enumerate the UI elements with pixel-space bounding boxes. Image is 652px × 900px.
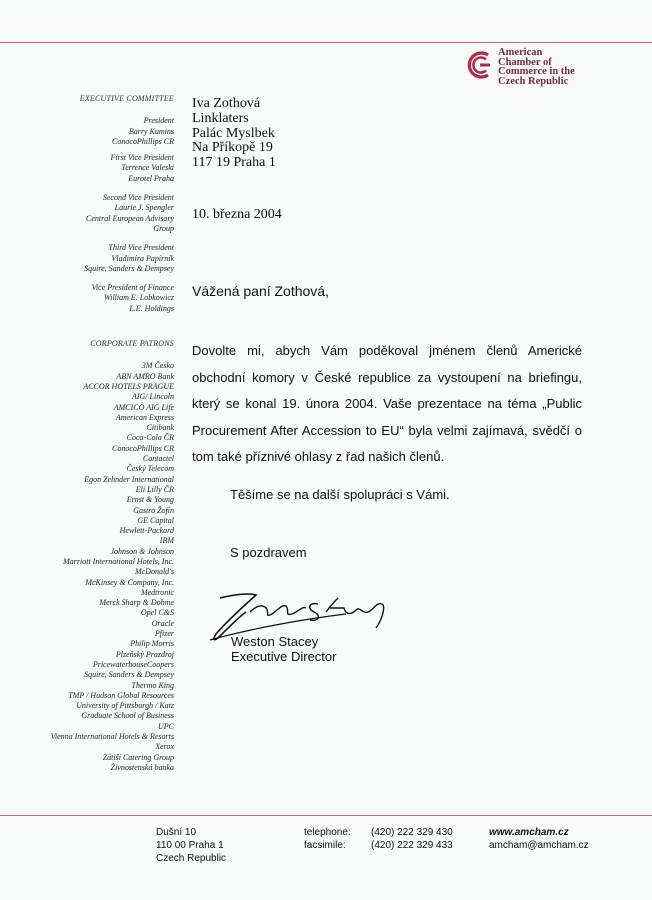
patron-item: Squire, Sanders & Dempsey <box>84 670 174 680</box>
committee-role: First Vice President <box>110 153 174 163</box>
committee-group-vp-finance <box>14 283 174 314</box>
patron-item: McKinsey & Company, Inc. <box>85 577 174 587</box>
footer-contact-labels <box>304 826 351 852</box>
patron-item: Opel C&S <box>140 608 174 618</box>
committee-member: Terrence Valeski <box>121 163 174 173</box>
patron-item: TMP / Hudson Global Resources <box>68 690 174 700</box>
telephone-number: (420) 222 329 430 <box>371 827 453 838</box>
footer-country: Czech Republic <box>156 853 227 864</box>
committee-group-third-vp <box>14 243 174 274</box>
logo-line: Czech Republic <box>498 75 569 87</box>
footer-street: Dušní 10 <box>156 827 197 838</box>
committee-member: Vladimíra Papírník <box>111 253 174 263</box>
patron-item: Coca-Cola ČR <box>126 433 174 443</box>
recipient-city: 117 19 Praha 1 <box>192 155 276 171</box>
patron-item: Oracle <box>151 618 174 628</box>
committee-group-second-vp <box>14 193 174 234</box>
closing-line: Těšíme se na další spolupráci s Vámi. <box>230 487 450 502</box>
logo-line: Commerce in the <box>498 66 575 77</box>
patron-item: University of Pittsburgh / Katz <box>76 701 174 711</box>
footer-city: 110 00 Praha 1 <box>156 840 224 851</box>
amcham-logo-icon <box>466 50 496 80</box>
patron-item: Medtronic <box>140 587 174 597</box>
body-paragraph: Dovolte mi, abych Vám poděkoval jménem členů Americké obchodní komory v České republice za vystoupení na briefingu, který se konal 19. února 2004. Vaše prezentace na téma „Public Procurement After Accession to EU“ byla velmi zajímavá, svědčí o tom také příznivé ohlasy z řad našich členů. <box>192 343 582 464</box>
executive-committee-heading: EXECUTIVE COMMITTEE <box>79 94 174 103</box>
patrons-list <box>14 361 174 773</box>
patron-item: Egon Zehnder International <box>84 474 174 484</box>
patron-item: American Express <box>115 412 174 422</box>
patron-item: AMCICO AIG Life <box>113 402 174 412</box>
bottom-rule <box>0 815 652 816</box>
patron-item: UPC <box>158 721 174 731</box>
letter-body <box>192 338 582 471</box>
footer-contact-numbers <box>371 826 453 852</box>
facsimile-number: (420) 222 329 433 <box>371 840 453 851</box>
patron-item: McDonald's <box>134 567 174 577</box>
logo-wordmark <box>498 48 575 86</box>
patron-item: Thermo King <box>131 680 174 690</box>
committee-member: Barry Kumins <box>128 126 174 136</box>
footer-web <box>489 826 589 852</box>
committee-group-first-vp <box>14 153 174 184</box>
committee-company: Central European Advisory <box>86 213 174 223</box>
patron-item: GE Capital <box>137 515 174 525</box>
committee-company: Group <box>153 223 174 233</box>
recipient-company: Linklaters <box>192 110 249 126</box>
signer-name: Weston Stacey <box>231 634 319 649</box>
top-rule <box>0 42 652 43</box>
salutation: Vážená paní Zothová, <box>192 283 329 299</box>
committee-company: ConocoPhillips CR <box>112 136 174 146</box>
signer-block <box>231 634 336 664</box>
committee-company: L.E. Holdings <box>129 303 174 313</box>
patron-item: ABN AMRO Bank <box>116 371 174 381</box>
committee-group-president <box>14 116 174 147</box>
website-link[interactable]: www.amcham.cz <box>489 827 569 838</box>
patron-item: ACCOR HOTELS PRAGUE <box>83 381 174 391</box>
amcham-logo <box>466 48 616 88</box>
committee-role: Vice President of Finance <box>91 283 174 293</box>
patron-item: Hewlett-Packard <box>119 526 174 536</box>
committee-company: Squire, Sanders & Dempsey <box>84 263 174 273</box>
patron-item: Vienna International Hotels & Resorts <box>50 732 174 742</box>
patron-item: Pfizer <box>154 629 174 639</box>
telephone-label: telephone: <box>304 827 351 838</box>
patron-item: Johnson & Johnson <box>110 546 174 556</box>
patron-item: Merck Sharp & Dohme <box>99 598 174 608</box>
committee-role: President <box>143 116 174 126</box>
patron-item: Graduate School of Business <box>81 711 174 721</box>
letterhead-sidebar <box>14 94 174 773</box>
patron-item: PricewaterhouseCoopers <box>92 659 174 669</box>
logo-line: American <box>498 47 543 58</box>
patron-item: Contactel <box>142 454 174 464</box>
recipient-name: Iva Zothová <box>192 96 261 111</box>
signer-title: Executive Director <box>231 649 337 664</box>
patron-item: IBM <box>159 536 174 546</box>
patron-item: Plzeňský Prazdroj <box>115 649 174 659</box>
recipient-address <box>192 97 276 171</box>
committee-role: Third Vice President <box>108 243 174 253</box>
patron-item: AIG/ Lincoln <box>132 392 174 402</box>
footer-address <box>156 826 226 865</box>
patron-item: Český Telecom <box>126 464 174 474</box>
committee-role: Second Vice President <box>102 193 174 203</box>
corporate-patrons-heading: CORPORATE PATRONS <box>90 339 174 349</box>
committee-member: William E. Lobkowicz <box>104 293 174 303</box>
logo-line: Chamber of <box>498 56 552 68</box>
recipient-street: Na Příkopě 19 <box>192 140 273 156</box>
patron-item: Citibank <box>146 423 174 433</box>
patron-item: Gastro Žofín <box>133 505 174 515</box>
letter-date: 10. března 2004 <box>192 207 282 222</box>
recipient-building: Palác Myslbek <box>192 125 275 141</box>
patron-item: Ernst & Young <box>126 495 174 505</box>
patron-item: Zátiší Catering Group <box>102 752 174 762</box>
committee-member: Laurie J. Spengler <box>114 203 174 213</box>
email-link[interactable]: amcham@amcham.cz <box>489 840 589 851</box>
patron-item: 3M Česko <box>141 361 174 371</box>
patron-item: Xerox <box>155 742 174 752</box>
patron-item: Marriott International Hotels, Inc. <box>63 556 174 566</box>
facsimile-label: facsimile: <box>304 840 346 851</box>
patron-item: Philip Morris <box>130 639 174 649</box>
patron-item: Eli Lilly ČR <box>135 484 174 494</box>
patron-item: Živnostenská banka <box>110 762 174 772</box>
regards: S pozdravem <box>230 545 307 560</box>
patron-item: ConocoPhillips CR <box>112 443 174 453</box>
committee-company: Eurotel Praha <box>128 173 174 183</box>
